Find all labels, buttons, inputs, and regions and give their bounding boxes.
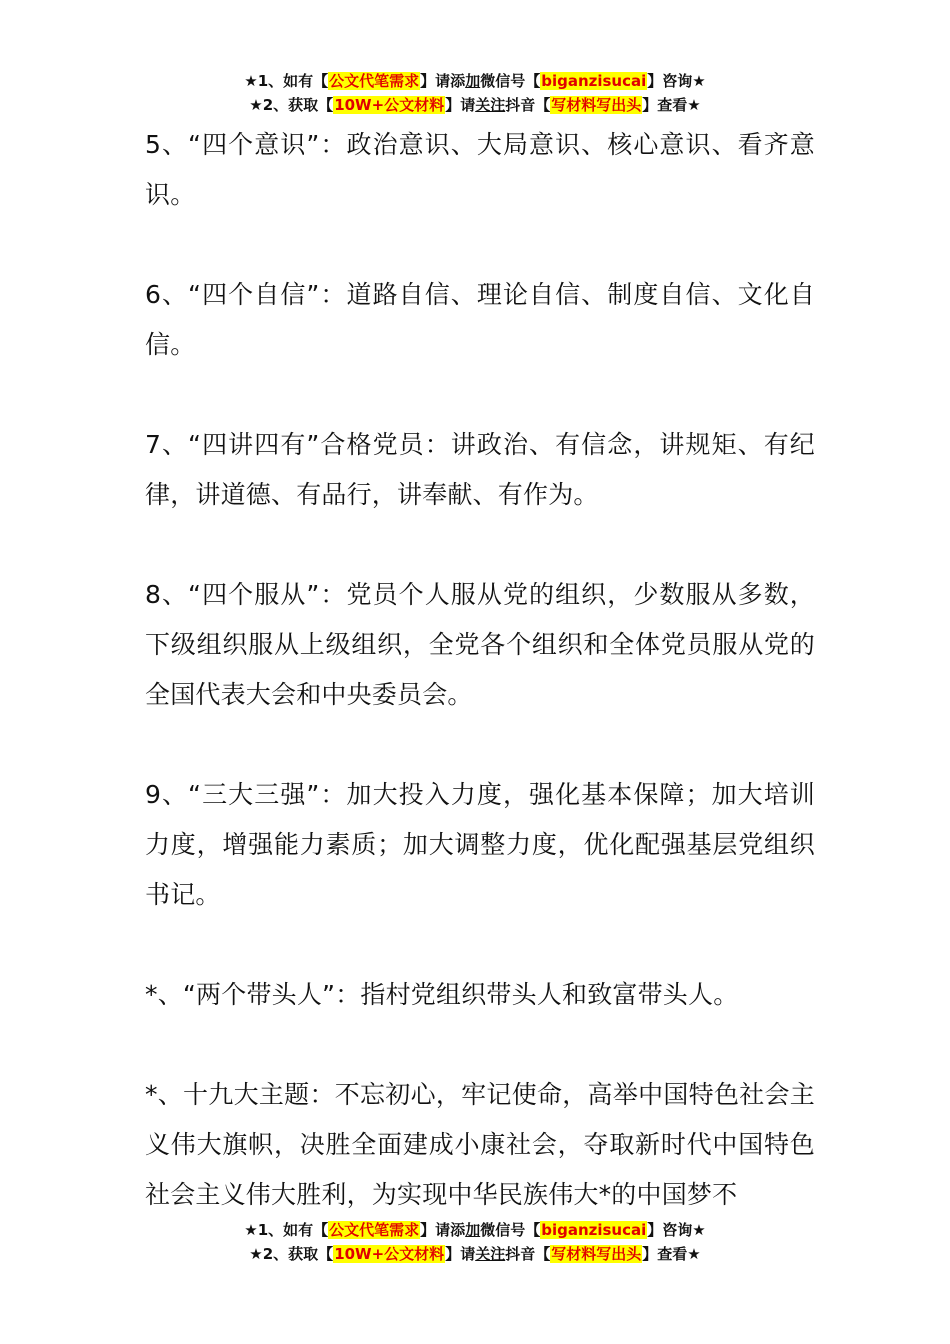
banner-text: 】咨询★ (647, 72, 706, 90)
paragraph-7: 7、“四讲四有”合格党员：讲政治、有信念，讲规矩、有纪律，讲道德、有品行，讲奉献、有作为。 (145, 430, 815, 509)
banner-text: ★2、获取【 (249, 96, 334, 114)
banner-text: 】查看★ (642, 96, 701, 114)
footer-line-1 (0, 1218, 950, 1242)
footer-text: 抖音【 (505, 1245, 551, 1263)
header-banner (0, 69, 950, 117)
footer-text: ★1、如有【 (244, 1221, 329, 1239)
footer-line-2 (0, 1242, 950, 1266)
paragraph-10: *、“两个带头人”：指村党组织带头人和致富带头人。 (145, 980, 739, 1009)
banner-underline: 加 (465, 72, 481, 90)
footer-text: 】咨询★ (647, 1221, 706, 1239)
banner-line-2 (0, 93, 950, 117)
banner-highlight: 10W+公文材料 (334, 96, 445, 114)
footer-wechat-id: biganzisucai (541, 1221, 647, 1239)
paragraph-8: 8、“四个服从”：党员个人服从党的组织，少数服从多数，下级组织服从上级组织，全党各个组织和全体党员服从党的全国代表大会和中央委员会。 (145, 580, 815, 709)
footer-underline: 关注 (475, 1245, 506, 1263)
paragraph-11: *、十九大主题：不忘初心，牢记使命，高举中国特色社会主义伟大旗帜，决胜全面建成小康社会，夺取新时代中国特色社会主义伟大胜利，为实现中华民族伟大*的中国梦不 (145, 1080, 815, 1209)
banner-douyin-id: 写材料写出头 (551, 96, 642, 114)
banner-wechat-id: biganzisucai (541, 72, 647, 90)
footer-highlight: 10W+公文材料 (334, 1245, 445, 1263)
footer-highlight: 公文代笔需求 (329, 1221, 420, 1239)
banner-line-1 (0, 69, 950, 93)
banner-text: 】请添 (420, 72, 466, 90)
banner-text: ★1、如有【 (244, 72, 329, 90)
footer-douyin-id: 写材料写出头 (551, 1245, 642, 1263)
footer-text: 】查看★ (642, 1245, 701, 1263)
banner-underline: 关注 (475, 96, 506, 114)
banner-highlight: 公文代笔需求 (329, 72, 420, 90)
banner-text: 微信号【 (480, 72, 541, 90)
paragraph-9: 9、“三大三强”：加大投入力度，强化基本保障；加大培训力度，增强能力素质；加大调整力度，优化配强基层党组织书记。 (145, 780, 815, 909)
banner-text: 抖音【 (505, 96, 551, 114)
footer-banner (0, 1218, 950, 1266)
footer-text: 微信号【 (480, 1221, 541, 1239)
footer-underline: 加 (465, 1221, 481, 1239)
footer-text: ★2、获取【 (249, 1245, 334, 1263)
footer-text: 】请添 (420, 1221, 466, 1239)
paragraph-6: 6、“四个自信”：道路自信、理论自信、制度自信、文化自信。 (145, 280, 815, 359)
footer-text: 】请 (445, 1245, 476, 1263)
banner-text: 】请 (445, 96, 476, 114)
paragraph-5: 5、“四个意识”：政治意识、大局意识、核心意识、看齐意识。 (145, 130, 815, 209)
document-body (145, 120, 815, 1220)
